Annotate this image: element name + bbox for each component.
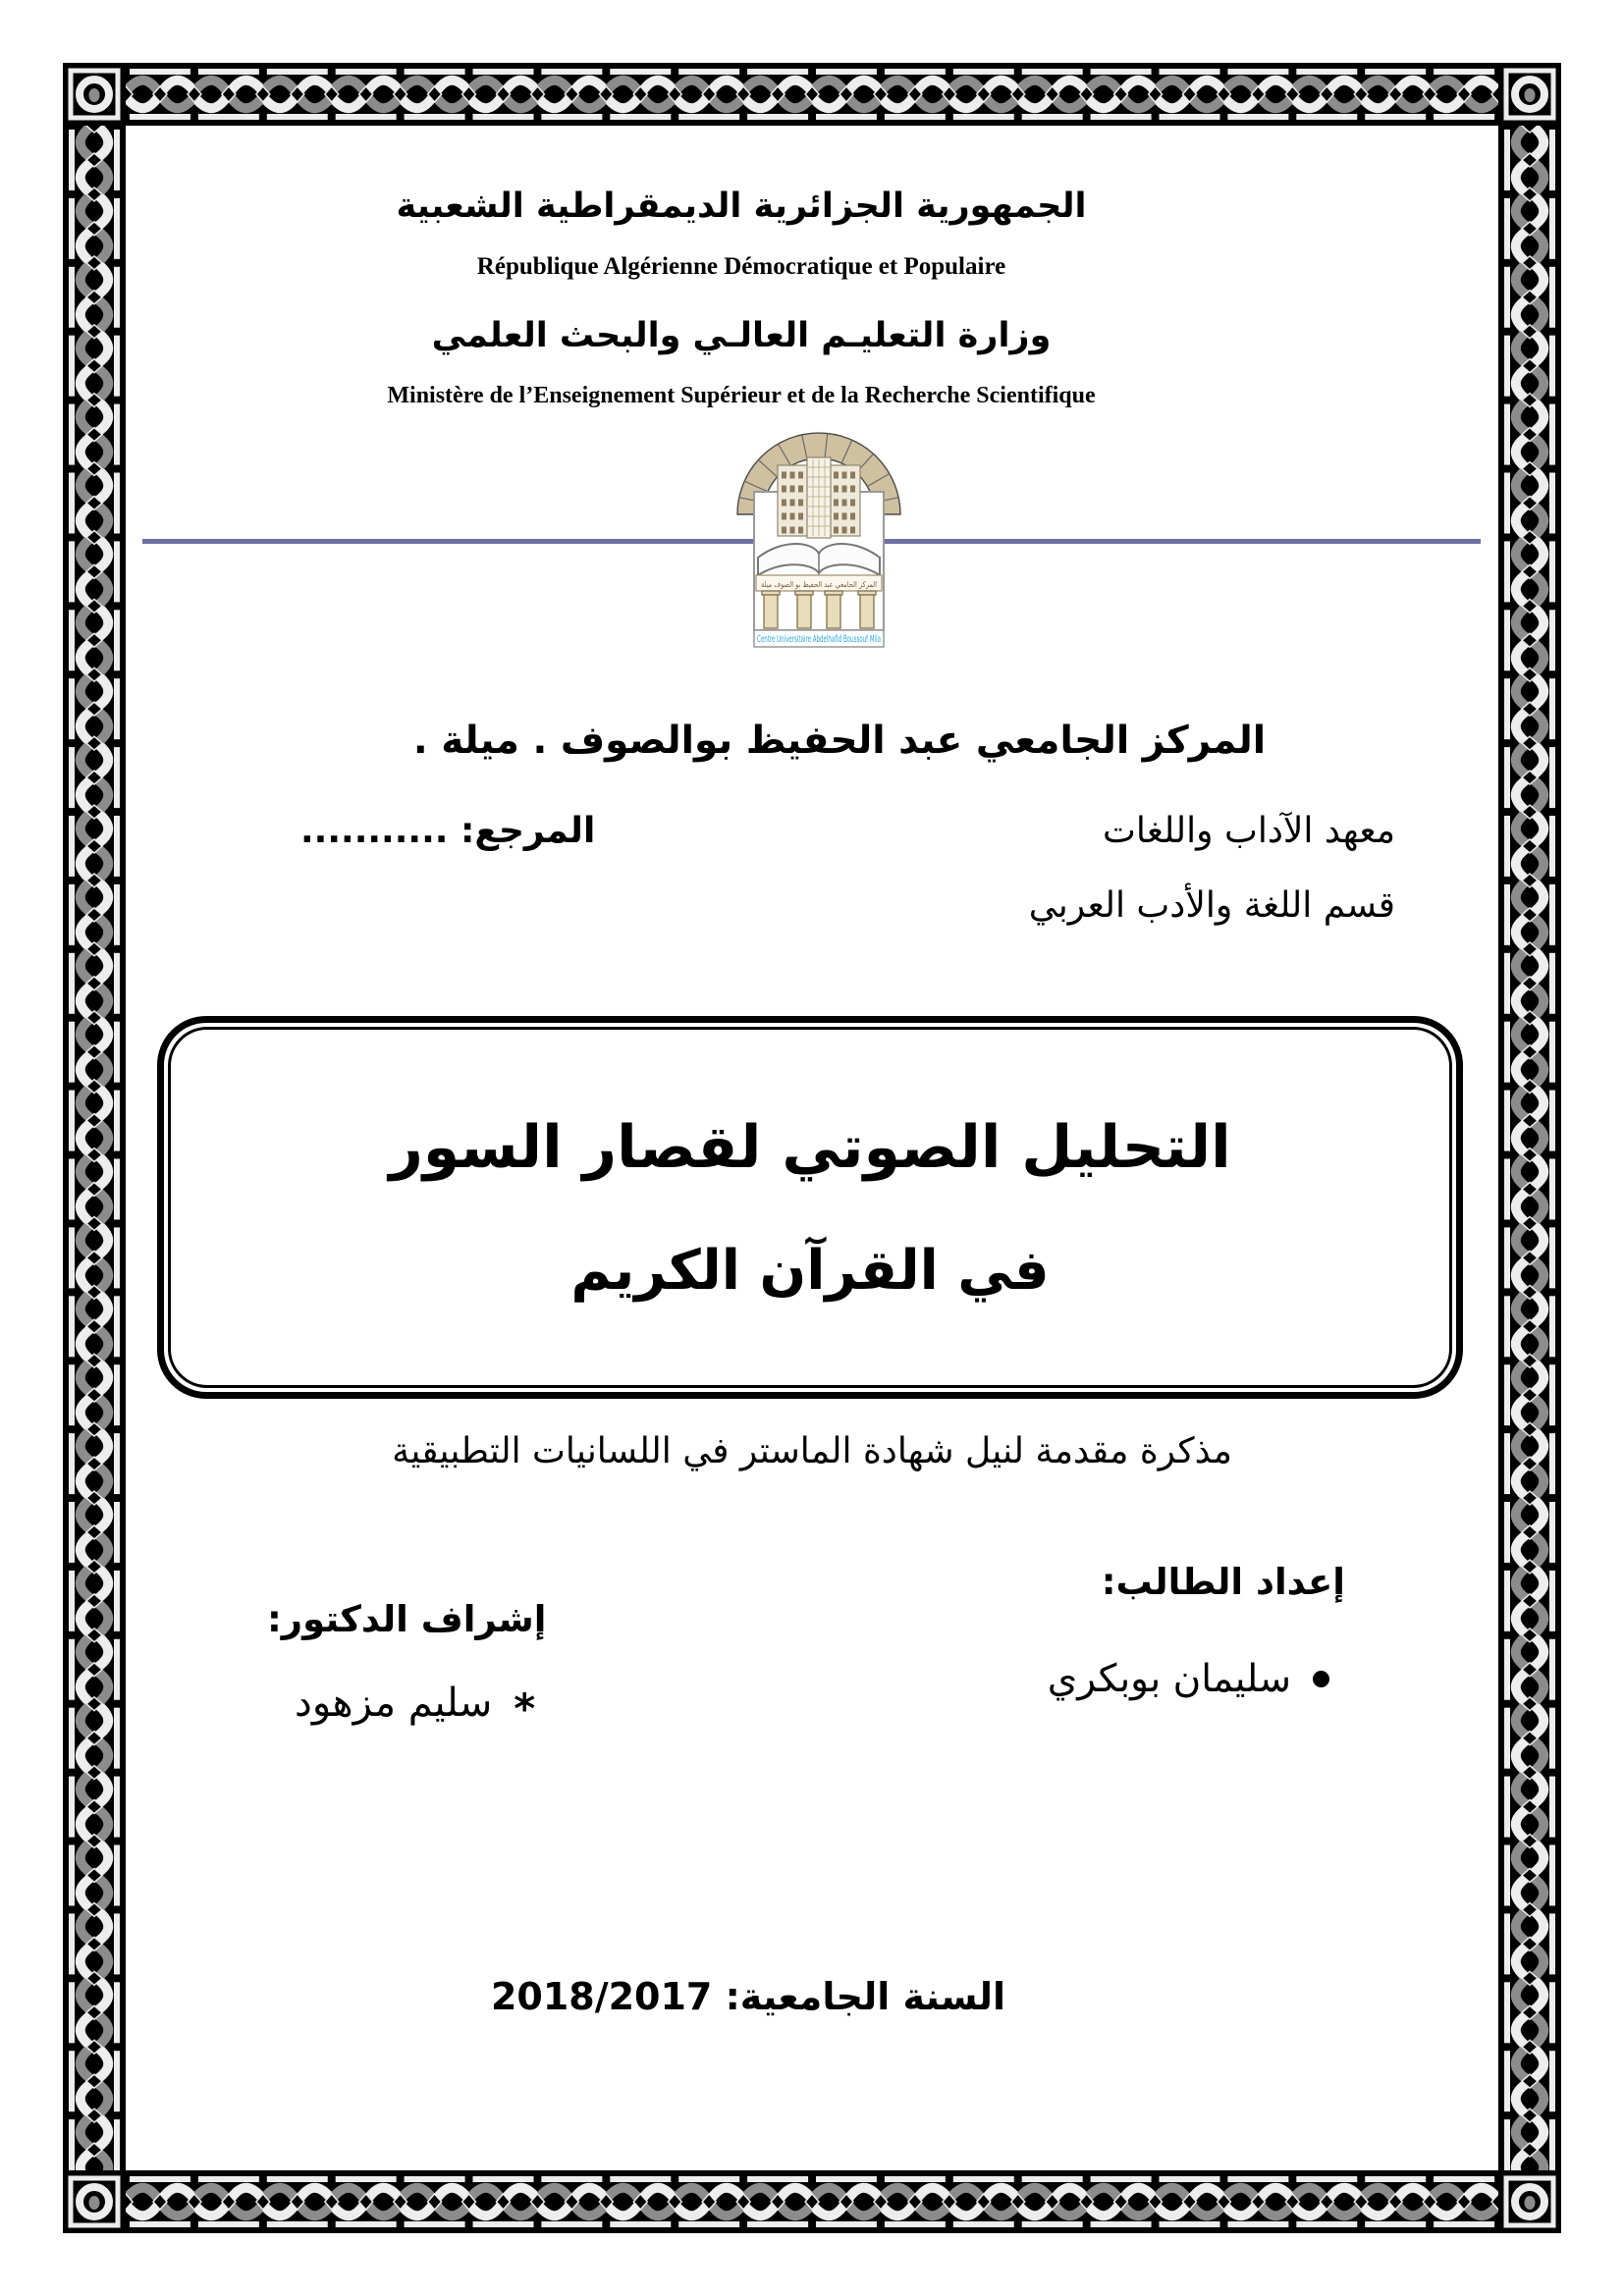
- thesis-title-box-inner: [168, 1027, 1452, 1388]
- student-name: سليمان بوبكري: [1047, 1657, 1291, 1701]
- thesis-subtitle: مذكرة مقدمة لنيل شهادة الماستر في اللسانيات التطبيقية: [392, 1431, 1232, 1471]
- border-corner-bottom-right-icon: [1498, 2170, 1561, 2233]
- institute-name: معهد الآداب واللغات: [1103, 811, 1395, 851]
- logo-banner-text: المركز الجامعي عبد الحفيظ بو الصوف ميلة: [761, 580, 877, 589]
- thesis-title-line1: التحليل الصوتي لقصار السور: [389, 1112, 1231, 1182]
- academic-year: السنة الجامعية: 2018/2017: [490, 1975, 1006, 2018]
- republic-title-french: République Algérienne Démocratique et Populaire: [476, 253, 1006, 280]
- border-corner-top-left-icon: [63, 63, 126, 126]
- republic-title-arabic: الجمهورية الجزائرية الديمقراطية الشعبية: [396, 187, 1087, 226]
- border-corner-top-right-icon: [1498, 63, 1561, 126]
- ornamental-border-bottom: [126, 2170, 1498, 2233]
- ministry-title-french: Ministère de l’Enseignement Supérieur et de la Recherche Scientifique: [387, 383, 1096, 408]
- ministry-title-arabic: وزارة التعليـم العالـي والبحث العلمي: [431, 316, 1052, 355]
- university-logo: [734, 416, 903, 648]
- supervisor-list-item: [295, 1681, 536, 1733]
- bullet-icon: [1313, 1671, 1329, 1687]
- border-corner-bottom-left-icon: [63, 2170, 126, 2233]
- logo-building: [778, 457, 860, 538]
- student-list-item: [1048, 1657, 1329, 1701]
- thesis-title-line2: في القرآن الكريم: [570, 1238, 1050, 1303]
- department-name: قسم اللغة والأدب العربي: [1028, 885, 1395, 926]
- university-center-name: المركز الجامعي عبد الحفيظ بوالصوف . ميلة .: [412, 719, 1267, 763]
- ornamental-border-right: [1498, 126, 1561, 2170]
- supervisor-label: إشراف الدكتور:: [267, 1598, 547, 1640]
- ornamental-border-left: [63, 126, 126, 2170]
- asterisk-icon: *: [514, 1684, 536, 1733]
- prepared-by-label: إعداد الطالب:: [1101, 1561, 1345, 1603]
- supervisor-name: سليم مزهود: [295, 1681, 493, 1726]
- ornamental-border-top: [126, 63, 1498, 126]
- thesis-title-box: [157, 1016, 1463, 1399]
- reference-field: المرجع: ...........: [300, 811, 596, 851]
- logo-caption-text: Centre Universitaire Abdelhafid Boussouf Mila: [757, 634, 881, 645]
